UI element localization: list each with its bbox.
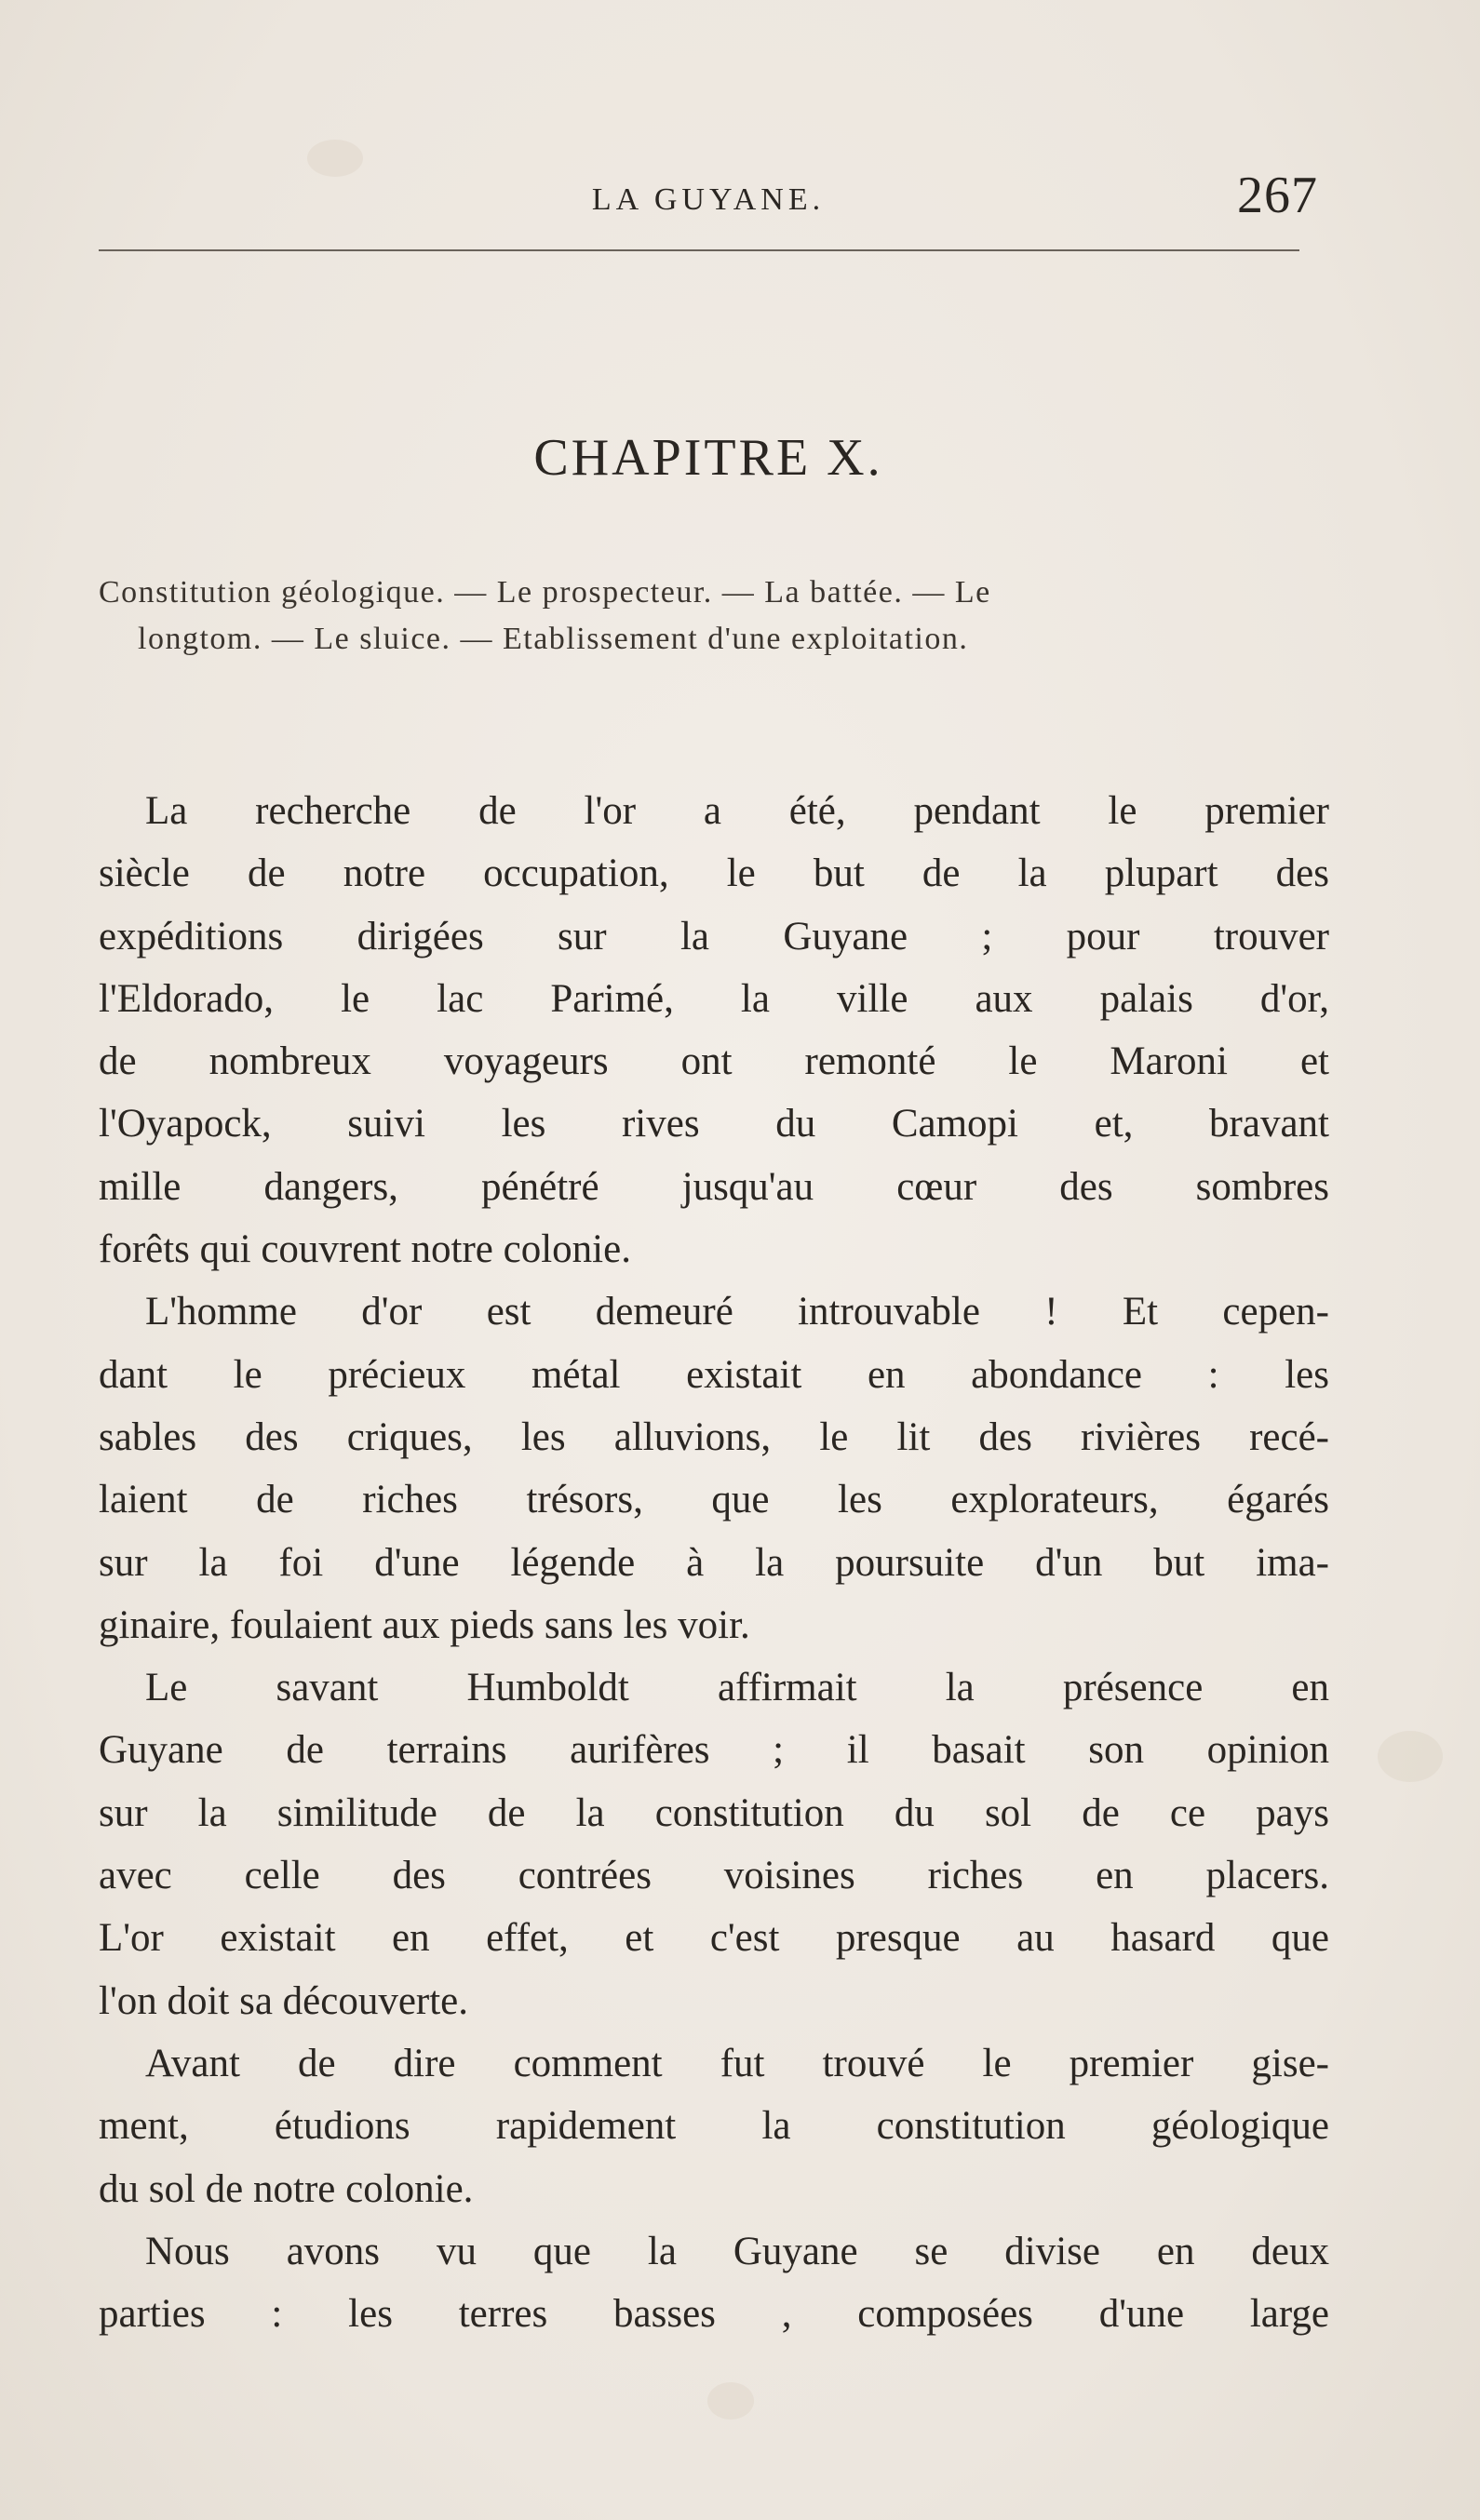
text-line: ginaire, foulaient aux pieds sans les voir. xyxy=(99,1602,750,1647)
text-line: expéditions dirigées sur la Guyane ; pour trouver xyxy=(99,914,1329,958)
text-line: l'Eldorado, le lac Parimé, la ville aux palais d'or, xyxy=(99,976,1329,1021)
text-line: siècle de notre occupation, le but de la plupart des xyxy=(99,851,1329,896)
chapter-summary xyxy=(99,570,1318,663)
body-text xyxy=(99,780,1329,2345)
text-line: sables des criques, les alluvions, le lit des rivières recé- xyxy=(99,1414,1329,1459)
text-line: Le savant Humboldt affirmait la présence en xyxy=(145,1666,1329,1710)
text-line: avec celle des contrées voisines riches en placers. xyxy=(99,1854,1329,1898)
chapter-title: CHAPITRE X. xyxy=(533,429,883,487)
text-line: ment, étudions rapidement la constitution géologique xyxy=(99,2104,1329,2149)
page-number: 267 xyxy=(1237,167,1318,224)
paragraph xyxy=(99,2032,1329,2220)
text-line: du sol de notre colonie. xyxy=(99,2166,474,2211)
paragraph xyxy=(99,1280,1329,1656)
text-line: dant le précieux métal existait en abondance : les xyxy=(99,1352,1329,1397)
text-line: Avant de dire comment fut trouvé le premier gise- xyxy=(145,2041,1329,2085)
paper-stain xyxy=(1378,1731,1443,1782)
text-line: sur la similitude de la constitution du sol de ce pays xyxy=(99,1790,1329,1835)
summary-line: longtom. — Le sluice. — Etablissement d'une exploitation. xyxy=(138,622,969,656)
text-line: de nombreux voyageurs ont remonté le Maroni et xyxy=(99,1039,1329,1084)
paper-stain xyxy=(707,2382,754,2419)
running-title: LA GUYANE. xyxy=(591,182,826,217)
text-line: forêts qui couvrent notre colonie. xyxy=(99,1227,631,1272)
text-line: l'on doit sa découverte. xyxy=(99,1978,469,2023)
text-line: La recherche de l'or a été, pendant le premier xyxy=(145,789,1329,833)
running-header xyxy=(99,166,1318,231)
text-line: Guyane de terrains aurifères ; il basait son opinion xyxy=(99,1728,1329,1773)
text-line: mille dangers, pénétré jusqu'au cœur des sombres xyxy=(99,1164,1329,1209)
summary-line: Constitution géologique. — Le prospecteur. — La battée. — Le xyxy=(99,575,991,610)
paragraph xyxy=(99,2220,1329,2346)
text-line: l'Oyapock, suivi les rives du Camopi et, bravant xyxy=(99,1102,1329,1146)
text-line: L'homme d'or est demeuré introuvable ! Et cepen- xyxy=(145,1290,1329,1334)
text-line: Nous avons vu que la Guyane se divise en deux xyxy=(145,2229,1329,2273)
header-rule xyxy=(99,249,1299,251)
paragraph xyxy=(99,780,1329,1280)
text-line: sur la foi d'une légende à la poursuite d'un but ima- xyxy=(99,1540,1329,1585)
paragraph xyxy=(99,1656,1329,2032)
text-line: L'or existait en effet, et c'est presque au hasard que xyxy=(99,1916,1329,1961)
text-line: parties : les terres basses , composées d'une large xyxy=(99,2292,1329,2337)
text-line: laient de riches trésors, que les explorateurs, égarés xyxy=(99,1478,1329,1522)
